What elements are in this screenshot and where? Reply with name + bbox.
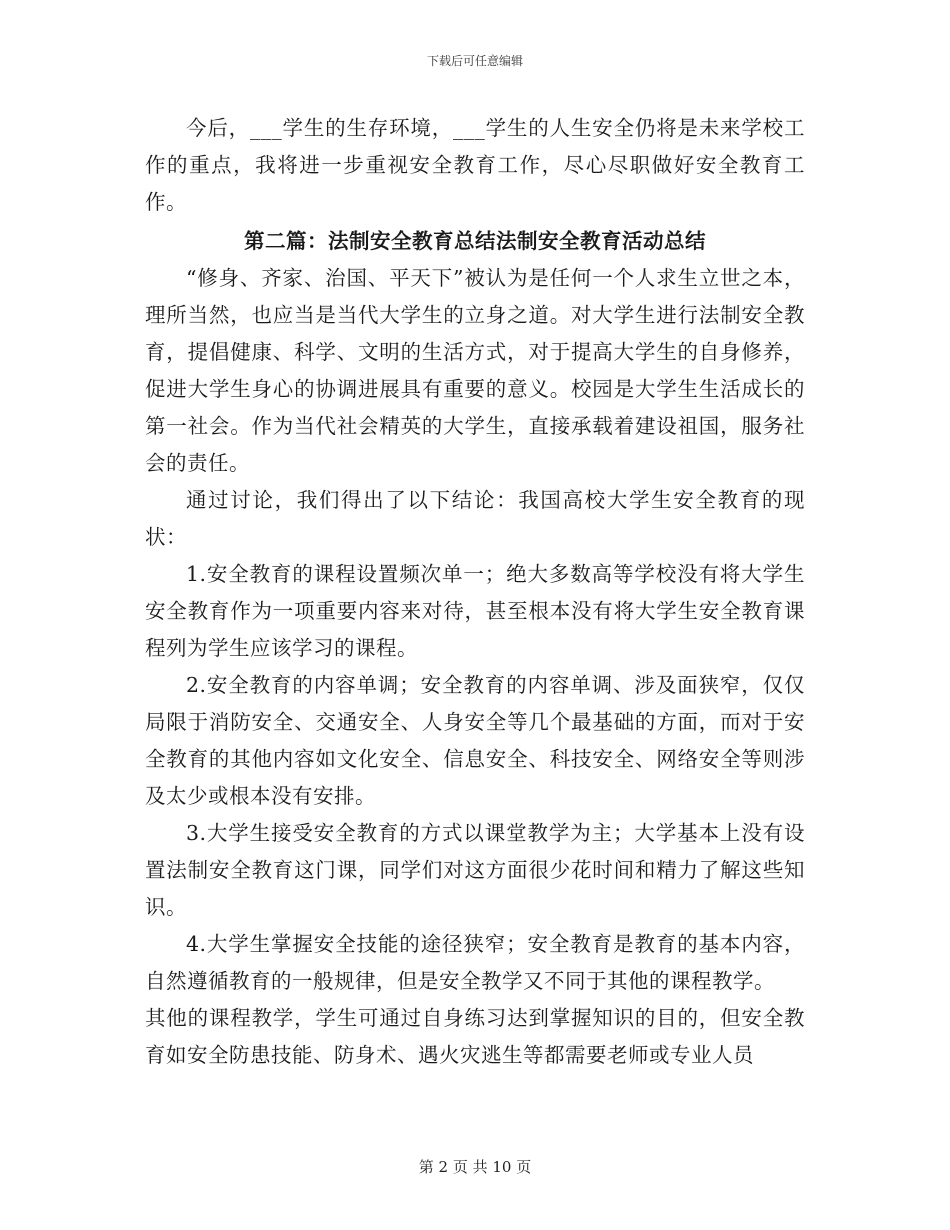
list-item-1: 1.安全教育的课程设置频次单一；绝大多数高等学校没有将大学生安全教育作为一项重要内容来对待，甚至根本没有将大学生安全教育课程列为学生应该学习的课程。	[145, 562, 805, 660]
list-item-4-continued: 其他的课程教学，学生可通过自身练习达到掌握知识的目的，但安全教育如安全防患技能、防身术、遇火灾逃生等都需要老师或专业人员	[145, 1006, 805, 1067]
list-item-2: 2.安全教育的内容单调；安全教育的内容单调、涉及面狭窄，仅仅局限于消防安全、交通安全、人身安全等几个最基础的方面，而对于安全教育的其他内容如文化安全、信息安全、科技安全、网络安全等则涉及太少或根本没有安排。	[145, 673, 805, 808]
paragraph-2: 通过讨论，我们得出了以下结论：我国高校大学生安全教育的现状：	[145, 488, 805, 549]
page-footer: 第 2 页 共 10 页	[418, 1158, 532, 1176]
page-header: 下载后可任意编辑	[426, 54, 523, 68]
list-item-4: 4.大学生掌握安全技能的途径狭窄；安全教育是教育的基本内容，自然遵循教育的一般规律，但是安全教学又不同于其他的课程教学。	[145, 932, 805, 993]
section-title: 第二篇：法制安全教育总结法制安全教育活动总结	[244, 229, 706, 253]
list-item-3: 3.大学生接受安全教育的方式以课堂教学为主；大学基本上没有设置法制安全教育这门课，同学们对这方面很少花时间和精力了解这些知识。	[145, 821, 805, 919]
intro-paragraph: 今后，___学生的生存环境，___学生的人生安全仍将是未来学校工作的重点，我将进一步重视安全教育工作，尽心尽职做好安全教育工作。	[145, 116, 805, 214]
document-body	[145, 110, 805, 1074]
paragraph-1: “修身、齐家、治国、平天下”被认为是任何一个人求生立世之本，理所当然，也应当是当代大学生的立身之道。对大学生进行法制安全教育，提倡健康、科学、文明的生活方式，对于提高大学生的自身修养，促进大学生身心的协调进展具有重要的意义。校园是大学生生活成长的第一社会。作为当代社会精英的大学生，直接承载着建设祖国，服务社会的责任。	[145, 266, 805, 475]
